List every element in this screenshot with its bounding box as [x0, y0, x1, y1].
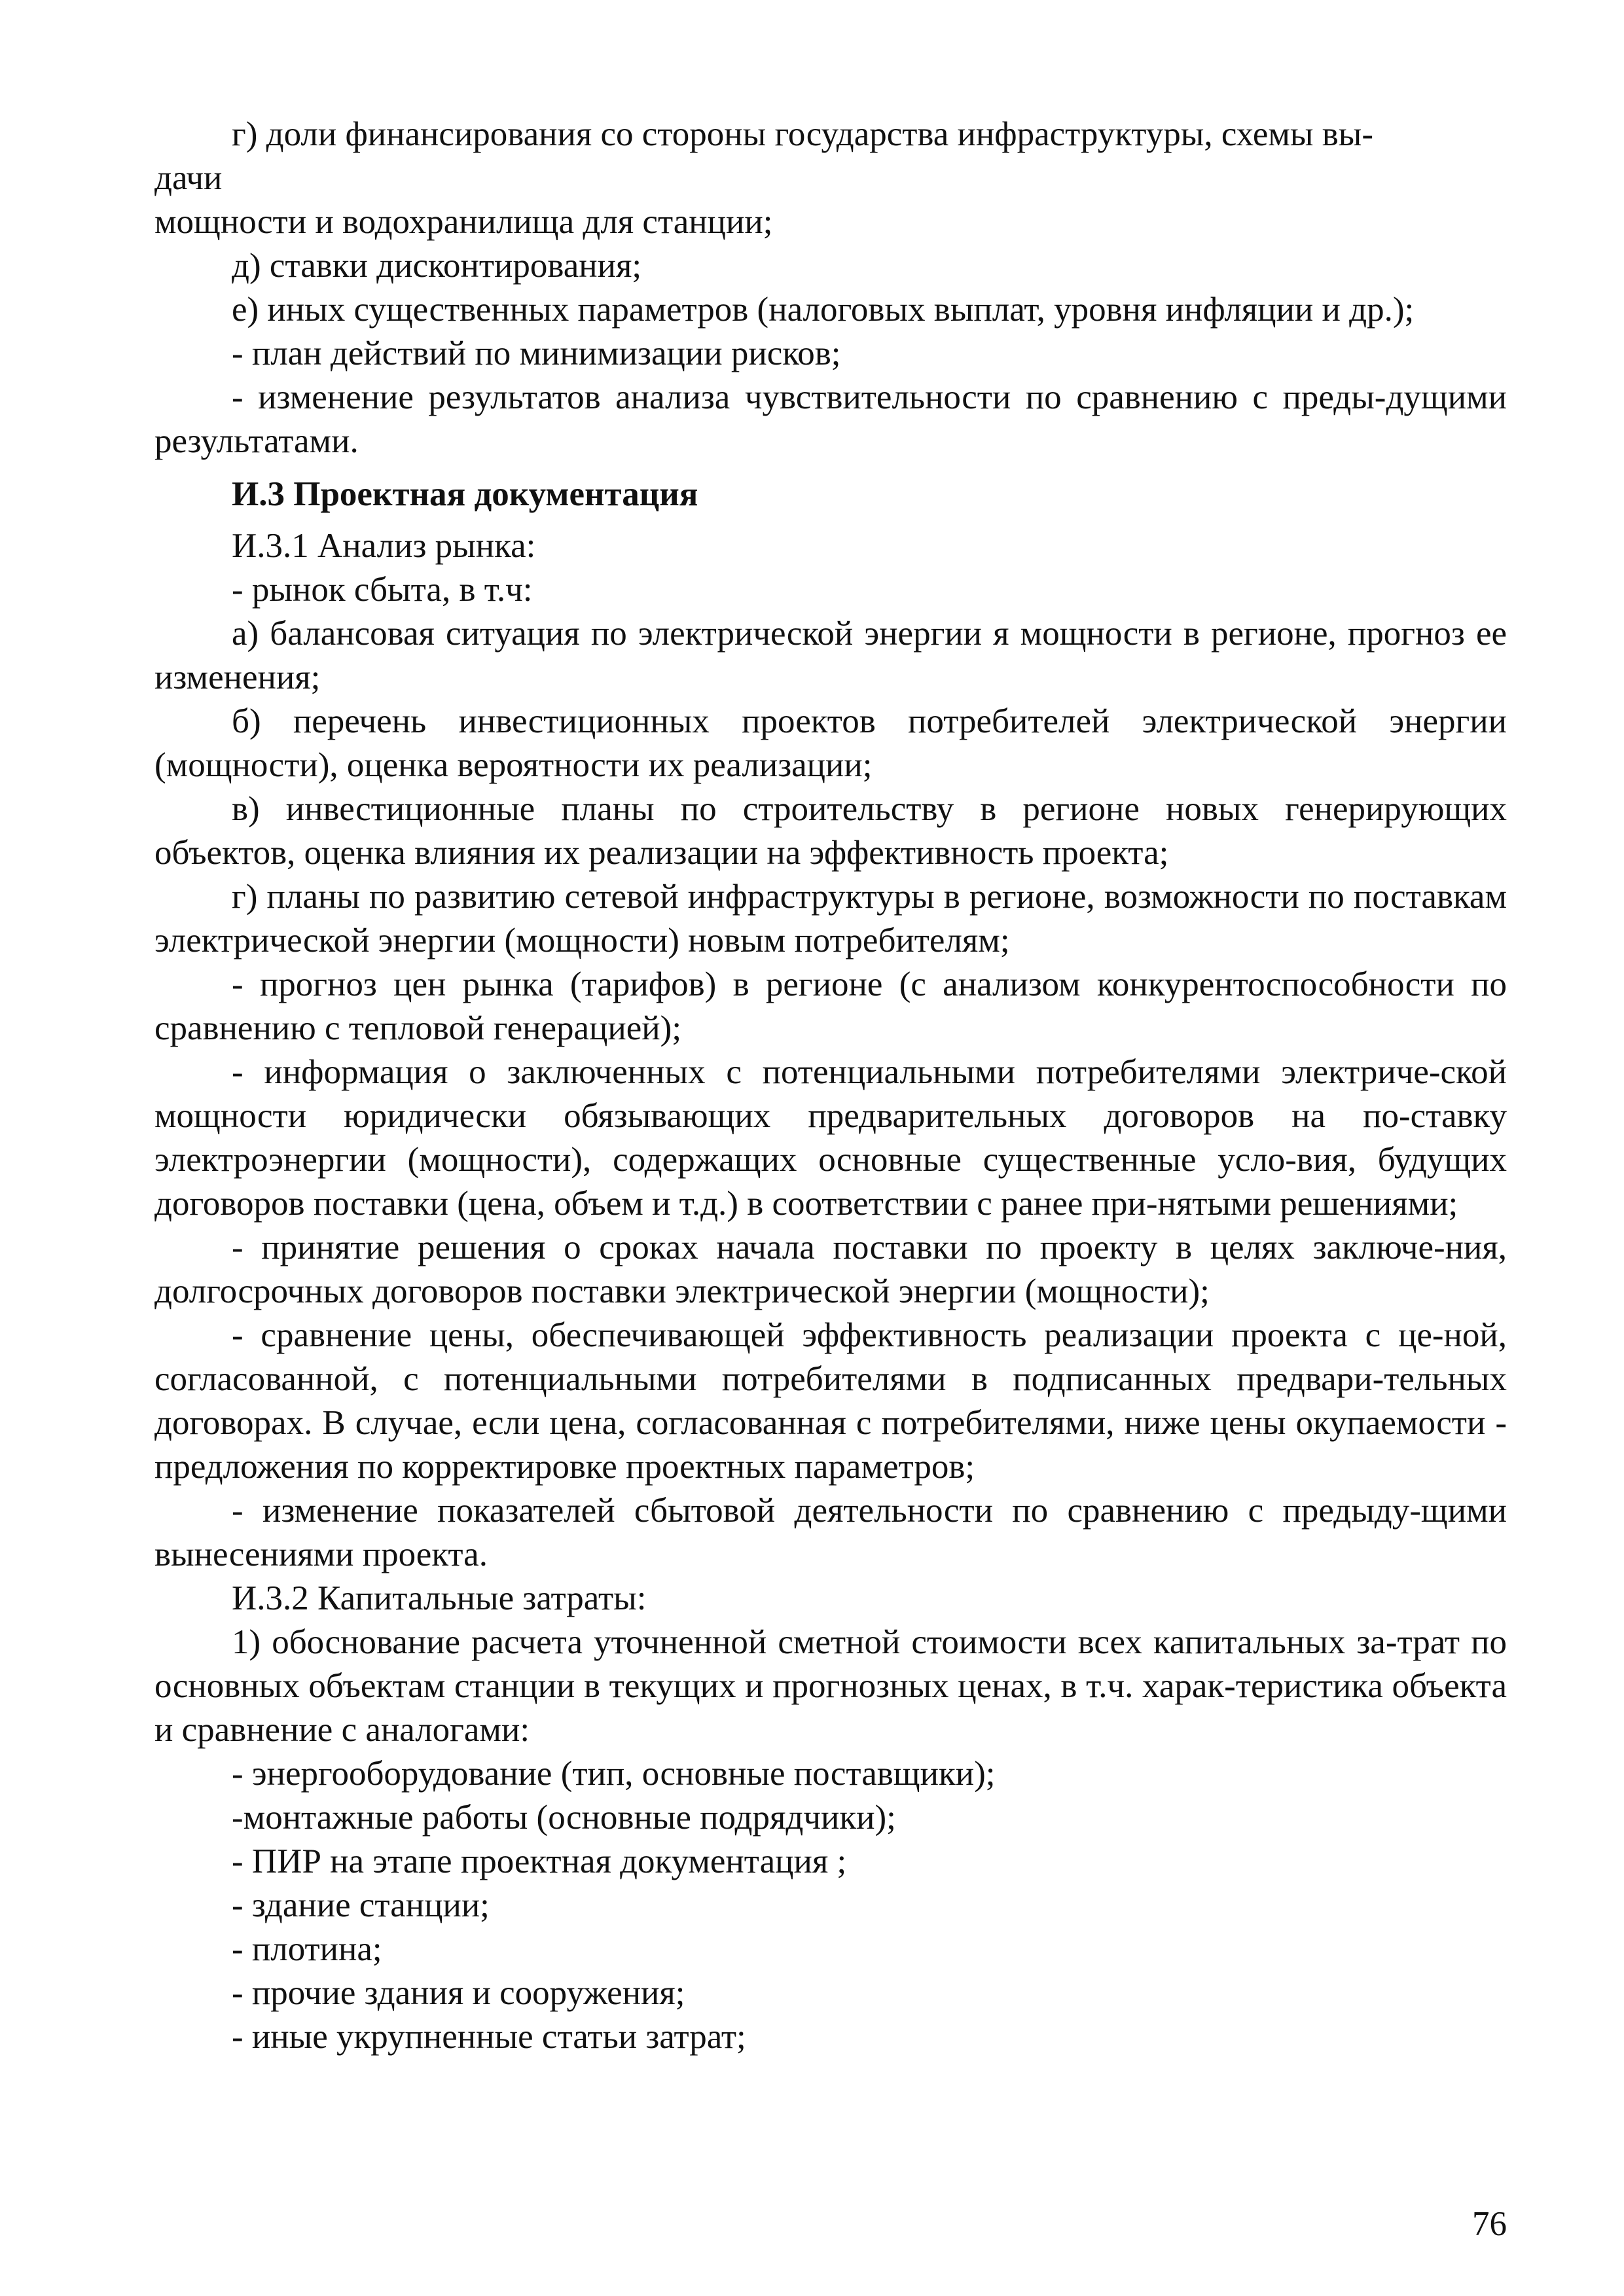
list-item: - информация о заключенных с потенциальными потребителями электриче-ской мощности юридически обязывающих предварительных договоров на по-ставку электроэнергии (мощности), содержащих основные существенные усло-вия, будущих договоров поставки (цена, объем и т.д.) в соответствии с ранее при-нятыми решениями; — [154, 1053, 1507, 1223]
paragraph-discount-rates: д) ставки дисконтирования; — [232, 247, 642, 285]
paragraph-risk-plan: - план действий по минимизации рисков; — [232, 334, 841, 372]
paragraph-continuation: дачи — [154, 159, 223, 197]
list-item: - энергооборудование (тип, основные поставщики); — [232, 1755, 996, 1793]
list-item: в) инвестиционные планы по строительству в регионе новых генерирующих объектов, оценка влияния их реализации на эффективность проекта; — [154, 790, 1507, 872]
list-item: г) планы по развитию сетевой инфраструктуры в регионе, возможности по поставкам электрической энергии (мощности) новым потребителям; — [154, 878, 1507, 960]
section-heading: И.3 Проектная документация — [232, 475, 698, 513]
subsection-market-analysis: И.3.1 Анализ рынка: — [232, 527, 536, 565]
list-item: б) перечень инвестиционных проектов потребителей электрической энергии (мощности), оценка вероятности их реализации; — [154, 702, 1507, 784]
document-page — [154, 113, 1507, 2059]
page-number: 76 — [1472, 2205, 1507, 2243]
list-item: -монтажные работы (основные подрядчики); — [232, 1799, 896, 1837]
subsection-capital-costs: И.3.2 Капитальные затраты: — [232, 1579, 647, 1617]
list-item: - прогноз цен рынка (тарифов) в регионе (с анализом конкурентоспособности по сравнению с тепловой генерацией); — [154, 965, 1507, 1047]
list-item: - сравнение цены, обеспечивающей эффективность реализации проекта с це-ной, согласованной, с потенциальными потребителями в подписанных предвари-тельных договорах. В случае, если цена, согласованная с потребителями, ниже цены окупаемости - предложения по корректировке проектных параметров; — [154, 1316, 1507, 1486]
paragraph-sensitivity-change: - изменение результатов анализа чувствительности по сравнению с преды-дущими результатами. — [154, 378, 1507, 460]
paragraph-other-parameters: е) иных существенных параметров (налоговых выплат, уровня инфляции и др.); — [232, 291, 1415, 329]
list-item: - плотина; — [232, 1930, 382, 1968]
list-item: а) балансовая ситуация по электрической энергии я мощности в регионе, прогноз ее изменения; — [154, 615, 1507, 696]
list-item: - иные укрупненные статьи затрат; — [232, 2018, 746, 2056]
list-item: - изменение показателей сбытовой деятельности по сравнению с предыду-щими вынесениями проекта. — [154, 1492, 1507, 1573]
list-item: - здание станции; — [232, 1886, 490, 1924]
list-item: - принятие решения о сроках начала поставки по проекту в целях заключе-ния, долгосрочных договоров поставки электрической энергии (мощности); — [154, 1229, 1507, 1310]
list-item: - ПИР на этапе проектная документация ; — [232, 1842, 847, 1880]
list-item: 1) обоснование расчета уточненной сметной стоимости всех капитальных за-трат по основных объектам станции в текущих и прогнозных ценах, в т.ч. харак-теристика объекта и сравнение с аналогами: — [154, 1623, 1507, 1749]
paragraph-financing-share: г) доли финансирования со стороны государства инфраструктуры, схемы вы- — [232, 115, 1374, 153]
list-item: - рынок сбыта, в т.ч: — [232, 571, 533, 609]
paragraph-continuation: мощности и водохранилища для станции; — [154, 203, 773, 241]
list-item: - прочие здания и сооружения; — [232, 1974, 685, 2012]
